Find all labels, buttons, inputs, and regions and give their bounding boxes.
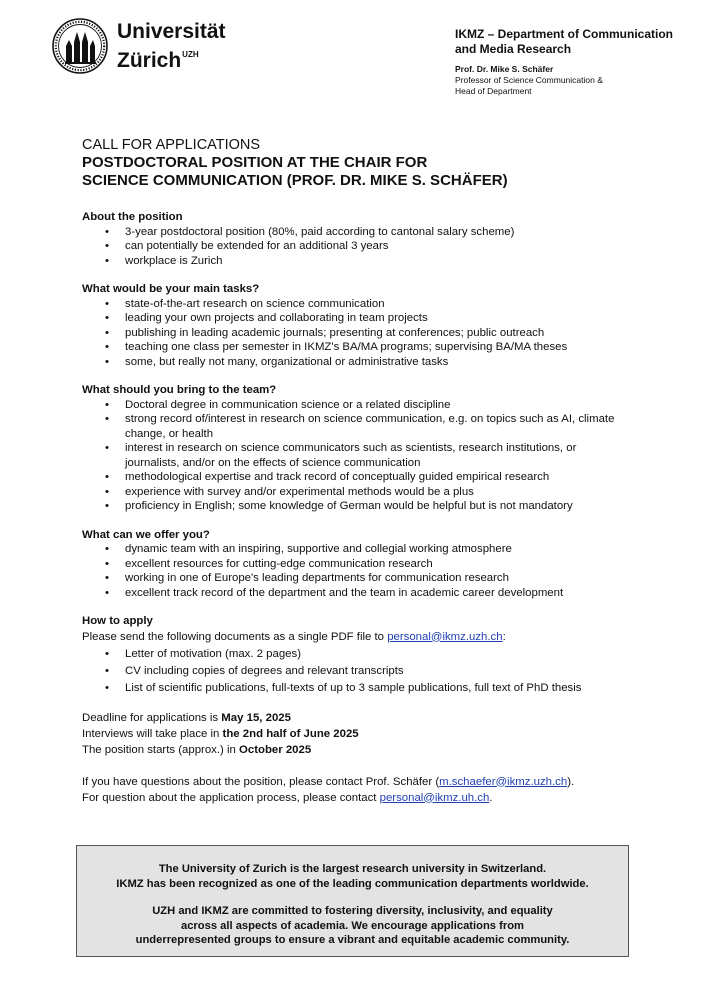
section-heading: What can we offer you? bbox=[82, 528, 210, 541]
section-heading: What would be your main tasks? bbox=[82, 283, 260, 295]
section-heading: About the position bbox=[82, 211, 183, 223]
professor-title-line2: Head of Department bbox=[455, 86, 532, 96]
list-item: • leading your own projects and collaborating in team projects bbox=[125, 311, 627, 326]
list-item: • publishing in leading academic journals; presenting at conferences; public outreach bbox=[125, 326, 627, 341]
interviews-value: the 2nd half of June 2025 bbox=[222, 727, 359, 740]
university-abbrev: UZH bbox=[182, 50, 199, 59]
list-item: • strong record of/interest in research on science communication, e.g. on topics such as AI, climate change, or health bbox=[125, 412, 627, 441]
apply-intro-text: Please send the following documents as a single PDF file to bbox=[82, 630, 388, 643]
section-bring bbox=[82, 383, 627, 514]
section-heading: How to apply bbox=[82, 615, 153, 627]
box-line: underrepresented groups to ensure a vibrant and equitable academic community. bbox=[135, 934, 570, 946]
list-item: • proficiency in English; some knowledge of German would be helpful but is not mandatory bbox=[125, 499, 627, 514]
box-line: UZH and IKMZ are committed to fostering diversity, inclusivity, and equality bbox=[152, 905, 553, 917]
contact-position-close: ). bbox=[567, 775, 575, 788]
professor-title-line1: Professor of Science Communication & bbox=[455, 75, 603, 85]
section-about bbox=[82, 210, 627, 268]
list-item: • methodological expertise and track record of conceptually guided empirical research bbox=[125, 470, 627, 485]
list-item: • workplace is Zurich bbox=[125, 254, 627, 269]
professor-name: Prof. Dr. Mike S. Schäfer bbox=[455, 64, 554, 74]
interviews-label: Interviews will take place in bbox=[82, 727, 223, 740]
list-item: • teaching one class per semester in IKMZ's BA/MA programs; supervising BA/MA theses bbox=[125, 340, 627, 355]
list-item: • Letter of motivation (max. 2 pages) bbox=[125, 647, 627, 662]
contact-position-text: If you have questions about the position, please contact Prof. Schäfer ( bbox=[82, 775, 440, 788]
list-item: • excellent track record of the department and the team in academic career development bbox=[125, 586, 627, 601]
diversity-info-box bbox=[76, 845, 629, 957]
section-offer bbox=[82, 528, 627, 601]
department-name: IKMZ – Department of Communication and Media Research bbox=[455, 27, 674, 56]
deadline-line bbox=[82, 710, 627, 726]
apply-email-link[interactable]: personal@ikmz.uzh.ch bbox=[387, 630, 503, 643]
personal-email-link[interactable]: personal@ikmz.uh.ch bbox=[379, 791, 490, 804]
university-logo bbox=[52, 18, 226, 74]
box-line: across all aspects of academia. We encourage applications from bbox=[180, 919, 524, 932]
university-name-line1: Universität bbox=[117, 20, 226, 43]
bullet-list bbox=[82, 647, 627, 696]
contact-position-line bbox=[82, 774, 627, 790]
title-line2: SCIENCE COMMUNICATION (PROF. DR. MIKE S. SCHÄFER) bbox=[82, 172, 508, 189]
main-content bbox=[82, 210, 627, 806]
list-item: • interest in research on science communicators such as scientists, research institutions, or journalists, and/or on the effects of science communication bbox=[125, 441, 627, 470]
call-label: CALL FOR APPLICATIONS bbox=[82, 137, 261, 153]
bullet-list bbox=[82, 398, 627, 514]
apply-intro bbox=[82, 629, 627, 645]
section-tasks bbox=[82, 282, 627, 369]
interviews-line bbox=[82, 726, 627, 742]
dates-block bbox=[82, 710, 627, 758]
section-apply bbox=[82, 614, 627, 696]
contact-process-line bbox=[82, 790, 627, 806]
contact-process-text: For question about the application process, please contact bbox=[82, 791, 380, 804]
university-name-line2: Zürich bbox=[117, 49, 182, 72]
contact-process-close: . bbox=[489, 791, 493, 804]
section-heading: What should you bring to the team? bbox=[82, 384, 277, 396]
bullet-list bbox=[82, 225, 627, 269]
list-item: • 3-year postdoctoral position (80%, paid according to cantonal salary scheme) bbox=[125, 225, 627, 240]
list-item: • state-of-the-art research on science communication bbox=[125, 297, 627, 312]
list-item: • some, but really not many, organizational or administrative tasks bbox=[125, 355, 627, 370]
schaefer-email-link[interactable]: m.schaefer@ikmz.uzh.ch bbox=[439, 775, 568, 788]
apply-intro-colon: : bbox=[502, 630, 506, 643]
list-item: • can potentially be extended for an additional 3 years bbox=[125, 239, 627, 254]
document-title bbox=[82, 136, 508, 190]
start-value: October 2025 bbox=[239, 743, 312, 756]
contact-block bbox=[82, 774, 627, 806]
box-line: The University of Zurich is the largest research university in Switzerland. bbox=[158, 863, 547, 875]
deadline-value: May 15, 2025 bbox=[221, 711, 291, 724]
list-item: • CV including copies of degrees and relevant transcripts bbox=[125, 664, 627, 679]
box-line: IKMZ has been recognized as one of the leading communication departments worldwide. bbox=[116, 877, 589, 890]
university-seal-icon bbox=[52, 18, 108, 74]
list-item: • excellent resources for cutting-edge communication research bbox=[125, 557, 627, 572]
list-item: • working in one of Europe's leading departments for communication research bbox=[125, 571, 627, 586]
university-name bbox=[117, 20, 226, 72]
list-item: • List of scientific publications, full-texts of up to 3 sample publications, full text of PhD thesis bbox=[125, 681, 627, 696]
deadline-label: Deadline for applications is bbox=[82, 711, 222, 724]
bullet-list bbox=[82, 542, 627, 600]
bullet-list bbox=[82, 297, 627, 370]
list-item: • Doctoral degree in communication science or a related discipline bbox=[125, 398, 627, 413]
list-item: • experience with survey and/or experimental methods would be a plus bbox=[125, 485, 627, 500]
department-info bbox=[455, 27, 695, 97]
start-label: The position starts (approx.) in bbox=[82, 743, 240, 756]
list-item: • dynamic team with an inspiring, supportive and collegial working atmosphere bbox=[125, 542, 627, 557]
title-line1: POSTDOCTORAL POSITION AT THE CHAIR FOR bbox=[82, 154, 428, 171]
start-line bbox=[82, 742, 627, 758]
